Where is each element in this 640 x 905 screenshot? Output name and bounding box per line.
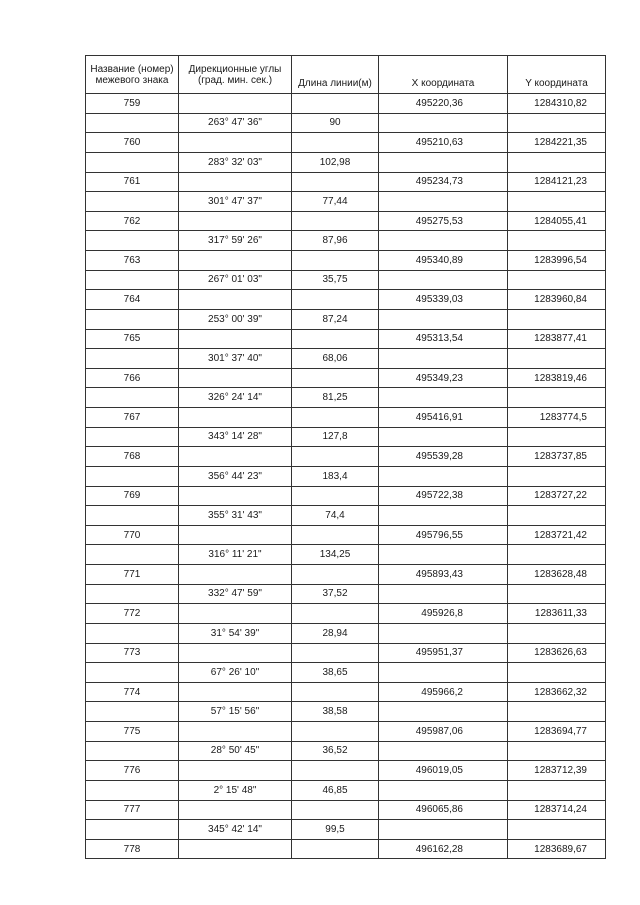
- cell-x: 495966,2: [379, 682, 508, 702]
- cell-name: [86, 702, 179, 722]
- cell-y: [508, 388, 606, 408]
- cell-x: [379, 152, 508, 172]
- table-row: [86, 388, 606, 408]
- cell-x: 496162,28: [379, 839, 508, 859]
- cell-angle: [179, 133, 292, 153]
- cell-name: 778: [86, 839, 179, 859]
- cell-angle: [179, 682, 292, 702]
- cell-x: 495416,91: [379, 408, 508, 428]
- cell-y: 1283721,42: [508, 525, 606, 545]
- header-angle: Дирекционные углы (град. мин. сек.): [179, 56, 292, 94]
- cell-angle: 316° 11' 21": [179, 545, 292, 565]
- cell-angle: [179, 172, 292, 192]
- cell-y: 1283611,33: [508, 604, 606, 624]
- table-row: [86, 623, 606, 643]
- cell-length: [292, 447, 379, 467]
- cell-angle: 253° 00' 39": [179, 309, 292, 329]
- cell-x: 495210,63: [379, 133, 508, 153]
- cell-length: 99,5: [292, 820, 379, 840]
- table-row: [86, 545, 606, 565]
- cell-angle: [179, 447, 292, 467]
- cell-length: [292, 722, 379, 742]
- table-row: [86, 172, 606, 192]
- cell-x: [379, 506, 508, 526]
- table-row: [86, 604, 606, 624]
- cell-y: [508, 506, 606, 526]
- cell-name: 769: [86, 486, 179, 506]
- table-row: [86, 231, 606, 251]
- cell-y: 1283662,32: [508, 682, 606, 702]
- table-row: [86, 349, 606, 369]
- cell-name: [86, 349, 179, 369]
- cell-name: [86, 388, 179, 408]
- table-row: [86, 741, 606, 761]
- cell-x: 495234,73: [379, 172, 508, 192]
- cell-name: 772: [86, 604, 179, 624]
- cell-y: 1283774,5: [508, 408, 606, 428]
- cell-y: 1283689,67: [508, 839, 606, 859]
- cell-x: 495313,54: [379, 329, 508, 349]
- cell-x: [379, 702, 508, 722]
- cell-angle: [179, 643, 292, 663]
- cell-name: [86, 152, 179, 172]
- cell-length: 38,65: [292, 663, 379, 683]
- cell-length: 37,52: [292, 584, 379, 604]
- cell-length: 68,06: [292, 349, 379, 369]
- cell-name: 761: [86, 172, 179, 192]
- cell-name: 776: [86, 761, 179, 781]
- header-row: [86, 56, 606, 94]
- table-row: [86, 466, 606, 486]
- table-row: [86, 663, 606, 683]
- cell-x: 495340,89: [379, 251, 508, 271]
- cell-length: [292, 800, 379, 820]
- table-row: [86, 780, 606, 800]
- cell-length: [292, 604, 379, 624]
- cell-length: 134,25: [292, 545, 379, 565]
- cell-length: 35,75: [292, 270, 379, 290]
- cell-y: [508, 820, 606, 840]
- cell-y: 1284121,23: [508, 172, 606, 192]
- cell-x: [379, 309, 508, 329]
- cell-y: [508, 623, 606, 643]
- cell-x: 495951,37: [379, 643, 508, 663]
- cell-name: 767: [86, 408, 179, 428]
- cell-angle: [179, 839, 292, 859]
- cell-y: [508, 152, 606, 172]
- table-row: [86, 682, 606, 702]
- cell-name: 764: [86, 290, 179, 310]
- cell-name: 766: [86, 368, 179, 388]
- header-name: Название (номер) межевого знака: [86, 56, 179, 94]
- cell-name: [86, 741, 179, 761]
- cell-name: 762: [86, 211, 179, 231]
- cell-y: 1283737,85: [508, 447, 606, 467]
- table-row: [86, 800, 606, 820]
- header-x: X координата: [379, 56, 508, 94]
- boundary-coordinates-table: [85, 55, 606, 859]
- cell-x: [379, 388, 508, 408]
- table-row: [86, 506, 606, 526]
- cell-name: [86, 270, 179, 290]
- cell-length: 77,44: [292, 192, 379, 212]
- cell-length: 74,4: [292, 506, 379, 526]
- cell-name: 759: [86, 94, 179, 114]
- cell-x: 495339,03: [379, 290, 508, 310]
- table-row: [86, 309, 606, 329]
- cell-length: [292, 211, 379, 231]
- cell-y: 1283712,39: [508, 761, 606, 781]
- header-length: Длина линии(м): [292, 56, 379, 94]
- table-row: [86, 113, 606, 133]
- cell-x: [379, 113, 508, 133]
- cell-angle: [179, 408, 292, 428]
- cell-angle: [179, 525, 292, 545]
- cell-angle: 332° 47' 59": [179, 584, 292, 604]
- cell-name: 777: [86, 800, 179, 820]
- cell-angle: 28° 50' 45": [179, 741, 292, 761]
- cell-name: [86, 820, 179, 840]
- cell-name: 768: [86, 447, 179, 467]
- cell-y: 1284055,41: [508, 211, 606, 231]
- cell-y: [508, 192, 606, 212]
- cell-length: 87,96: [292, 231, 379, 251]
- cell-angle: 355° 31' 43": [179, 506, 292, 526]
- table-row: [86, 761, 606, 781]
- cell-y: [508, 231, 606, 251]
- cell-length: 36,52: [292, 741, 379, 761]
- cell-x: [379, 741, 508, 761]
- cell-angle: [179, 800, 292, 820]
- table-row: [86, 486, 606, 506]
- cell-name: 774: [86, 682, 179, 702]
- cell-name: 771: [86, 565, 179, 585]
- cell-y: 1283960,84: [508, 290, 606, 310]
- cell-angle: [179, 722, 292, 742]
- table-row: [86, 584, 606, 604]
- table-row: [86, 270, 606, 290]
- cell-y: [508, 702, 606, 722]
- cell-y: [508, 113, 606, 133]
- cell-angle: 263° 47' 36": [179, 113, 292, 133]
- cell-length: [292, 329, 379, 349]
- table-row: [86, 94, 606, 114]
- cell-x: [379, 623, 508, 643]
- cell-x: [379, 231, 508, 251]
- table-row: [86, 368, 606, 388]
- table-row: [86, 447, 606, 467]
- cell-y: [508, 466, 606, 486]
- cell-name: [86, 506, 179, 526]
- table-row: [86, 408, 606, 428]
- cell-angle: [179, 329, 292, 349]
- cell-length: 102,98: [292, 152, 379, 172]
- cell-name: [86, 192, 179, 212]
- cell-name: [86, 780, 179, 800]
- cell-length: [292, 368, 379, 388]
- table-row: [86, 643, 606, 663]
- cell-name: [86, 231, 179, 251]
- cell-angle: [179, 251, 292, 271]
- table-row: [86, 251, 606, 271]
- cell-y: 1283819,46: [508, 368, 606, 388]
- cell-x: [379, 349, 508, 369]
- cell-angle: 2° 15' 48": [179, 780, 292, 800]
- cell-length: [292, 94, 379, 114]
- cell-y: [508, 427, 606, 447]
- cell-length: [292, 761, 379, 781]
- cell-length: [292, 643, 379, 663]
- cell-x: 496019,05: [379, 761, 508, 781]
- cell-name: [86, 663, 179, 683]
- cell-y: 1283626,63: [508, 643, 606, 663]
- cell-name: [86, 309, 179, 329]
- cell-y: 1284310,82: [508, 94, 606, 114]
- cell-y: [508, 741, 606, 761]
- cell-name: 775: [86, 722, 179, 742]
- cell-y: 1283694,77: [508, 722, 606, 742]
- cell-x: 495926,8: [379, 604, 508, 624]
- cell-x: [379, 663, 508, 683]
- cell-length: 28,94: [292, 623, 379, 643]
- cell-angle: 356° 44' 23": [179, 466, 292, 486]
- table-row: [86, 839, 606, 859]
- cell-y: 1284221,35: [508, 133, 606, 153]
- cell-y: 1283727,22: [508, 486, 606, 506]
- cell-length: [292, 839, 379, 859]
- cell-angle: [179, 290, 292, 310]
- cell-x: [379, 584, 508, 604]
- cell-name: [86, 113, 179, 133]
- cell-x: [379, 192, 508, 212]
- table-row: [86, 702, 606, 722]
- cell-x: [379, 545, 508, 565]
- cell-length: [292, 682, 379, 702]
- cell-angle: [179, 94, 292, 114]
- cell-length: [292, 251, 379, 271]
- cell-name: 765: [86, 329, 179, 349]
- table-row: [86, 525, 606, 545]
- cell-name: [86, 466, 179, 486]
- cell-angle: 343° 14' 28": [179, 427, 292, 447]
- cell-y: 1283714,24: [508, 800, 606, 820]
- cell-name: 773: [86, 643, 179, 663]
- table-row: [86, 133, 606, 153]
- cell-x: [379, 820, 508, 840]
- cell-x: 495220,36: [379, 94, 508, 114]
- cell-name: 760: [86, 133, 179, 153]
- cell-x: [379, 270, 508, 290]
- cell-x: 495987,06: [379, 722, 508, 742]
- cell-length: [292, 486, 379, 506]
- cell-angle: 326° 24' 14": [179, 388, 292, 408]
- cell-length: [292, 525, 379, 545]
- table-row: [86, 211, 606, 231]
- cell-length: 38,58: [292, 702, 379, 722]
- cell-y: [508, 663, 606, 683]
- cell-name: [86, 584, 179, 604]
- cell-angle: 283° 32' 03": [179, 152, 292, 172]
- cell-x: 496065,86: [379, 800, 508, 820]
- cell-length: [292, 172, 379, 192]
- cell-x: 495539,28: [379, 447, 508, 467]
- cell-y: [508, 270, 606, 290]
- cell-length: 81,25: [292, 388, 379, 408]
- cell-x: 495349,23: [379, 368, 508, 388]
- cell-length: 87,24: [292, 309, 379, 329]
- cell-angle: 31° 54' 39": [179, 623, 292, 643]
- table-row: [86, 722, 606, 742]
- cell-angle: [179, 368, 292, 388]
- cell-length: [292, 565, 379, 585]
- cell-angle: [179, 211, 292, 231]
- table-row: [86, 329, 606, 349]
- cell-angle: 301° 37' 40": [179, 349, 292, 369]
- cell-name: 770: [86, 525, 179, 545]
- table-row: [86, 290, 606, 310]
- cell-angle: 57° 15' 56": [179, 702, 292, 722]
- cell-angle: 301° 47' 37": [179, 192, 292, 212]
- table-body: [86, 94, 606, 859]
- cell-y: 1283628,48: [508, 565, 606, 585]
- cell-angle: 345° 42' 14": [179, 820, 292, 840]
- cell-angle: [179, 761, 292, 781]
- cell-x: 495722,38: [379, 486, 508, 506]
- cell-y: 1283996,54: [508, 251, 606, 271]
- cell-x: [379, 427, 508, 447]
- cell-x: 495893,43: [379, 565, 508, 585]
- cell-angle: 267° 01' 03": [179, 270, 292, 290]
- cell-length: 46,85: [292, 780, 379, 800]
- table-row: [86, 820, 606, 840]
- table-row: [86, 565, 606, 585]
- cell-name: [86, 427, 179, 447]
- cell-y: [508, 780, 606, 800]
- table-row: [86, 192, 606, 212]
- cell-length: [292, 290, 379, 310]
- cell-angle: [179, 604, 292, 624]
- cell-length: 127,8: [292, 427, 379, 447]
- header-y: Y координата: [508, 56, 606, 94]
- cell-y: [508, 349, 606, 369]
- cell-y: 1283877,41: [508, 329, 606, 349]
- cell-name: [86, 545, 179, 565]
- cell-angle: 67° 26' 10": [179, 663, 292, 683]
- cell-length: [292, 133, 379, 153]
- cell-length: 183,4: [292, 466, 379, 486]
- cell-x: [379, 780, 508, 800]
- cell-x: [379, 466, 508, 486]
- cell-x: 495275,53: [379, 211, 508, 231]
- cell-x: 495796,55: [379, 525, 508, 545]
- cell-angle: [179, 486, 292, 506]
- cell-y: [508, 584, 606, 604]
- table-row: [86, 152, 606, 172]
- cell-name: 763: [86, 251, 179, 271]
- cell-angle: [179, 565, 292, 585]
- cell-length: 90: [292, 113, 379, 133]
- cell-y: [508, 545, 606, 565]
- cell-y: [508, 309, 606, 329]
- cell-length: [292, 408, 379, 428]
- cell-name: [86, 623, 179, 643]
- cell-angle: 317° 59' 26": [179, 231, 292, 251]
- table-row: [86, 427, 606, 447]
